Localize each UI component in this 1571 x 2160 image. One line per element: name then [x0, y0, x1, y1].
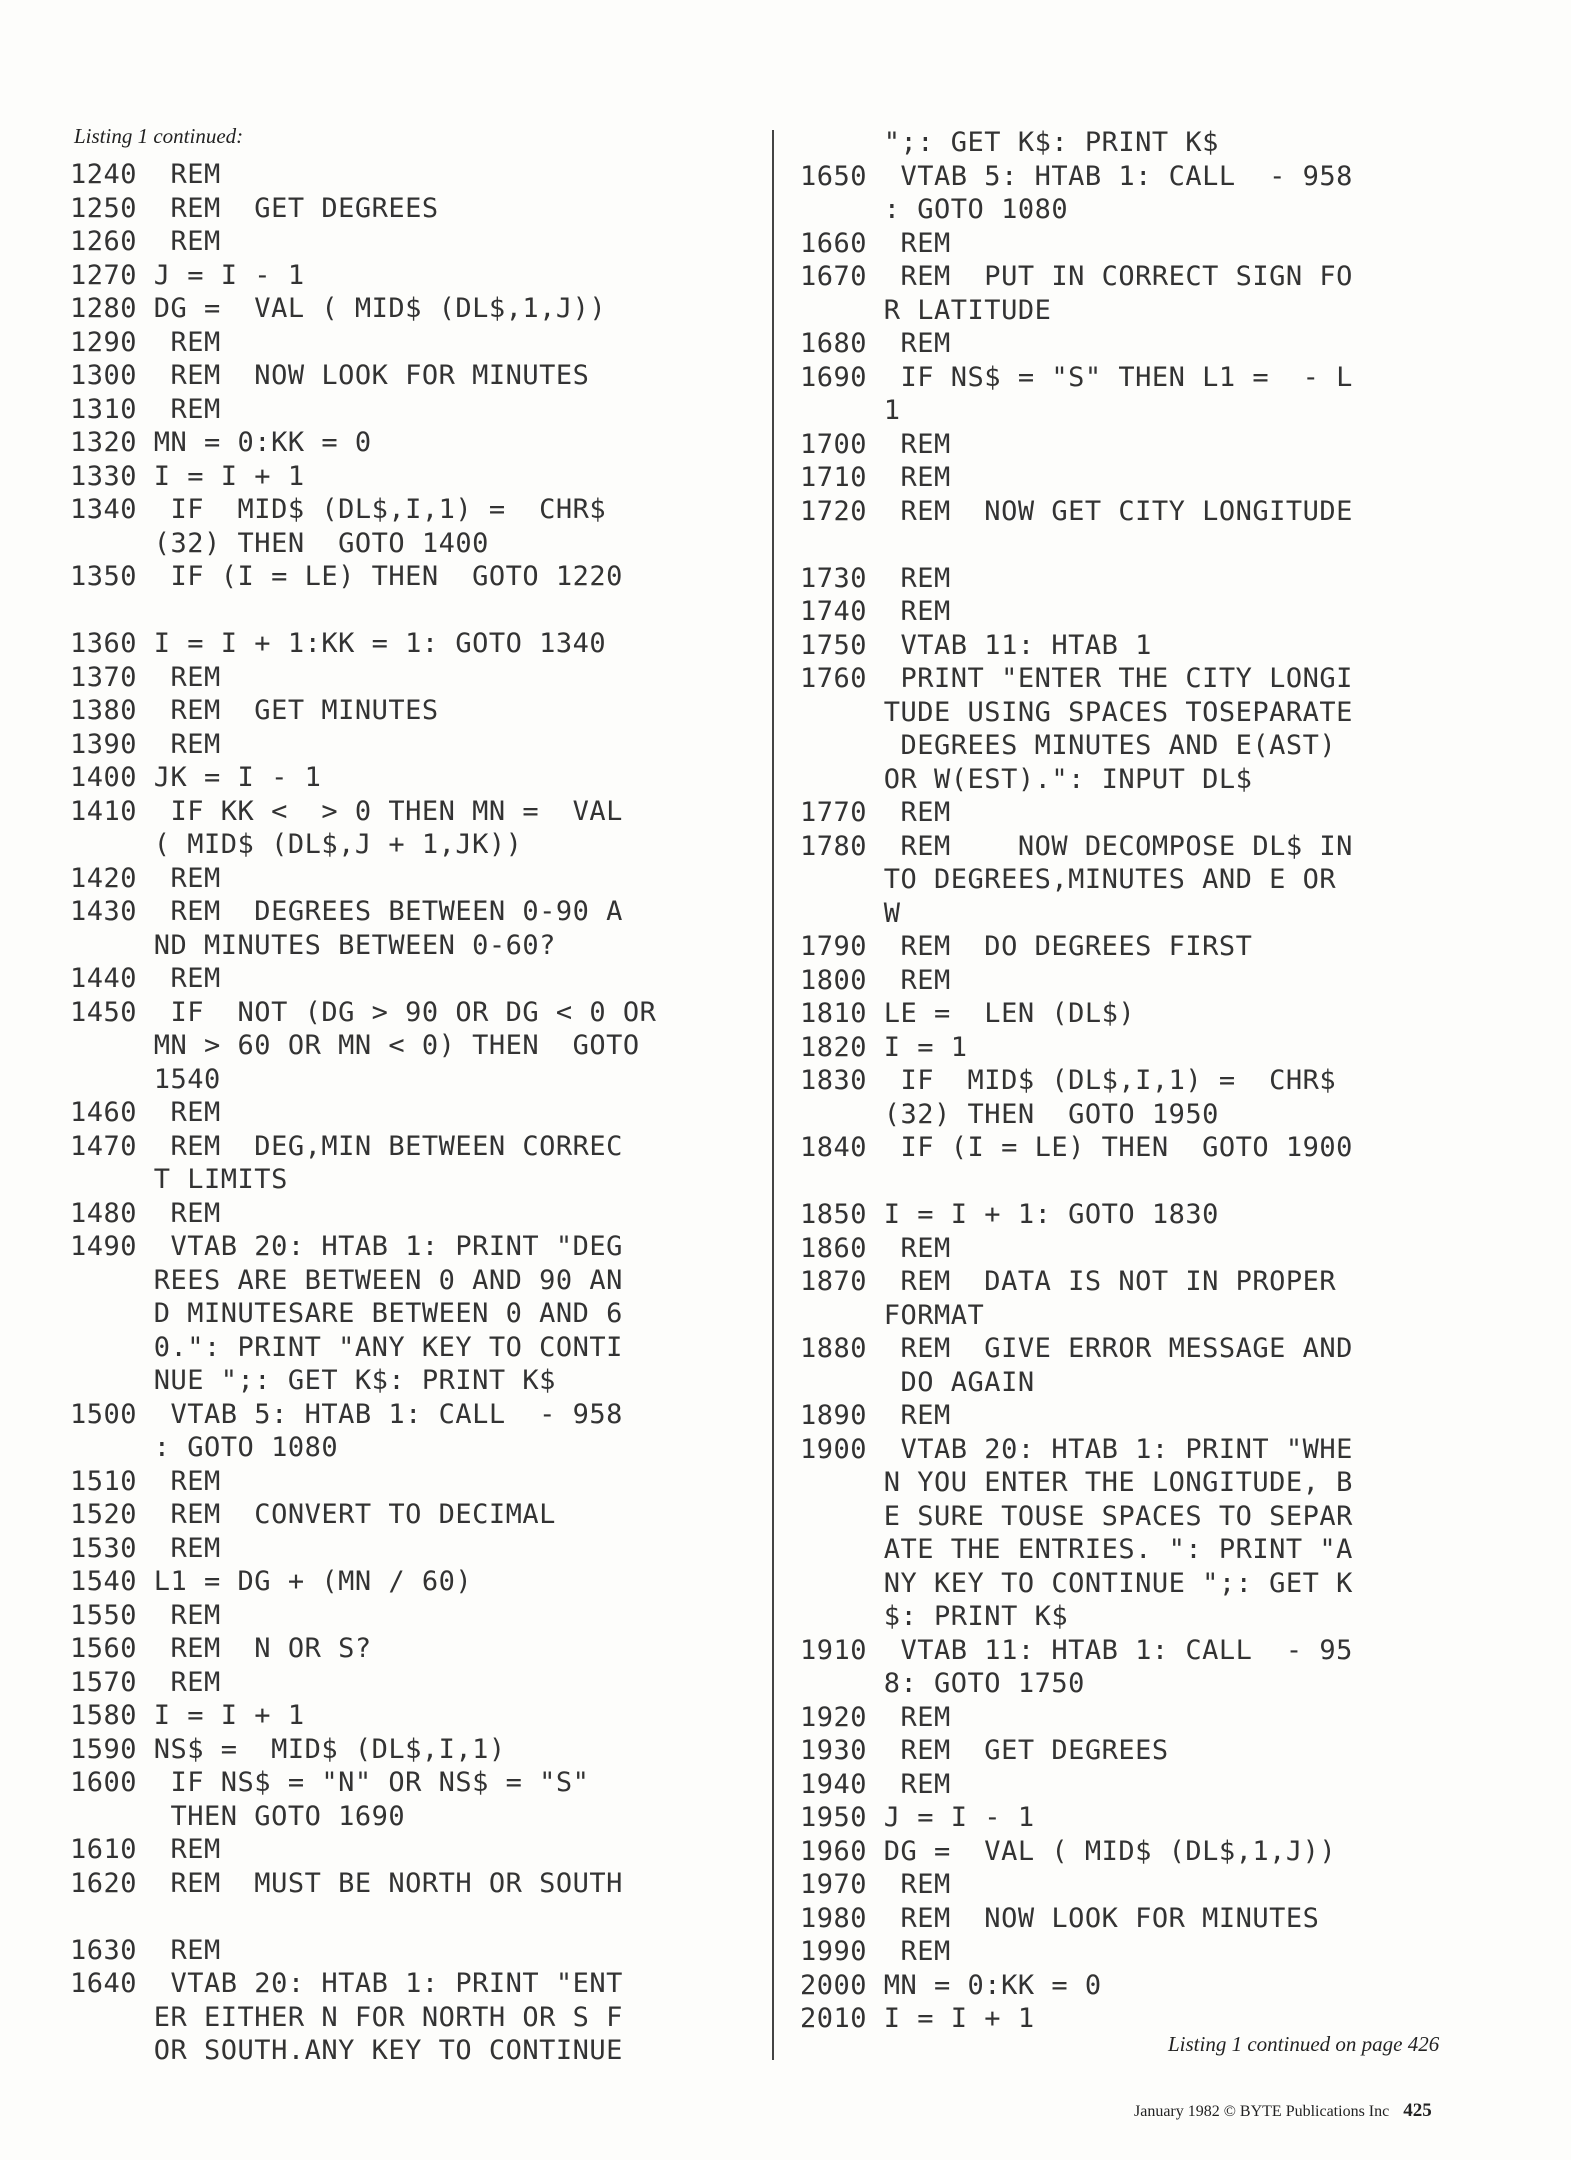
- code-line: NUE ";: GET K$: PRINT K$: [70, 1365, 556, 1396]
- code-line: 1580 I = I + 1: [70, 1700, 305, 1731]
- code-line: THEN GOTO 1690: [70, 1800, 406, 1832]
- code-line: 1870 REM DATA IS NOT IN PROPER: [800, 1266, 1337, 1297]
- code-line: 1760 PRINT "ENTER THE CITY LONGI: [800, 663, 1353, 694]
- code-line: (32) THEN GOTO 1400: [70, 527, 489, 559]
- code-line: 1960 DG = VAL ( MID$ (DL$,1,J)): [800, 1835, 1337, 1867]
- code-line: 1860 REM: [800, 1232, 951, 1264]
- code-line: OR W(EST).": INPUT DL$: [800, 763, 1253, 795]
- code-line: 1940 REM: [800, 1768, 951, 1800]
- code-line: 1280 DG = VAL ( MID$ (DL$,1,J)): [70, 293, 607, 324]
- code-line: 1850 I = I + 1: GOTO 1830: [800, 1199, 1219, 1230]
- code-line: REES ARE BETWEEN 0 AND 90 AN: [70, 1264, 623, 1296]
- code-line: ND MINUTES BETWEEN 0-60?: [70, 929, 556, 961]
- code-line: 1710 REM: [800, 462, 951, 493]
- code-line: ";: GET K$: PRINT K$: [800, 127, 1219, 158]
- code-line: DEGREES MINUTES AND E(AST): [800, 730, 1337, 761]
- code-line: 1650 VTAB 5: HTAB 1: CALL - 958: [800, 160, 1353, 192]
- code-line: 1450 IF NOT (DG > 90 OR DG < 0 OR: [70, 996, 657, 1028]
- code-line: 1570 REM: [70, 1666, 221, 1698]
- code-line: 1240 REM: [70, 159, 221, 190]
- code-line: 1640 VTAB 20: HTAB 1: PRINT "ENT: [70, 1968, 623, 1999]
- code-line: ( MID$ (DL$,J + 1,JK)): [70, 829, 523, 860]
- code-line: 1780 REM NOW DECOMPOSE DL$ IN: [800, 830, 1353, 862]
- code-line: 1630 REM: [70, 1934, 221, 1966]
- code-line: 2000 MN = 0:KK = 0: [800, 1969, 1102, 2001]
- code-line: 1500 VTAB 5: HTAB 1: CALL - 958: [70, 1398, 623, 1430]
- code-line: 1350 IF (I = LE) THEN GOTO 1220: [70, 561, 623, 592]
- code-line: 1730 REM: [800, 562, 951, 594]
- code-line: 1540 L1 = DG + (MN / 60): [70, 1566, 473, 1597]
- listing-right-column: [800, 126, 1470, 2036]
- code-line: 1490 VTAB 20: HTAB 1: PRINT "DEG: [70, 1231, 623, 1262]
- code-line: 1520 REM CONVERT TO DECIMAL: [70, 1499, 556, 1530]
- code-line: 1270 J = I - 1: [70, 259, 305, 291]
- code-line: 1680 REM: [800, 328, 951, 359]
- code-line: 1: [800, 395, 901, 426]
- code-line: 1470 REM DEG,MIN BETWEEN CORREC: [70, 1130, 623, 1162]
- code-line: (32) THEN GOTO 1950: [800, 1098, 1219, 1130]
- code-line: 1460 REM: [70, 1097, 221, 1128]
- continued-note: Listing 1 continued on page 426: [1168, 2032, 1440, 2056]
- code-line: 1330 I = I + 1: [70, 460, 305, 492]
- code-line: 1890 REM: [800, 1400, 951, 1431]
- code-line: W: [800, 897, 901, 929]
- code-line: 1590 NS$ = MID$ (DL$,I,1): [70, 1733, 506, 1765]
- code-line: 1370 REM: [70, 661, 221, 693]
- listing-header: Listing 1 continued:: [74, 124, 244, 148]
- code-line: 1810 LE = LEN (DL$): [800, 998, 1136, 1029]
- code-line: T LIMITS: [70, 1164, 288, 1195]
- code-line: MN > 60 OR MN < 0) THEN GOTO: [70, 1030, 640, 1061]
- page-footer: [1134, 2100, 1432, 2122]
- code-line: $: PRINT K$: [800, 1601, 1069, 1632]
- code-line: 1820 I = 1: [800, 1031, 968, 1063]
- code-line: 1390 REM: [70, 728, 221, 760]
- code-line: 1320 MN = 0:KK = 0: [70, 427, 372, 458]
- code-line: 1660 REM: [800, 227, 951, 259]
- code-line: OR SOUTH.ANY KEY TO CONTINUE: [70, 2035, 623, 2066]
- code-line: [70, 1900, 760, 1934]
- code-line: NY KEY TO CONTINUE ";: GET K: [800, 1567, 1353, 1599]
- code-line: 1690 IF NS$ = "S" THEN L1 = - L: [800, 361, 1353, 393]
- page-number: 425: [1403, 2100, 1432, 2121]
- code-line: 1420 REM: [70, 862, 221, 894]
- code-line: 1600 IF NS$ = "N" OR NS$ = "S": [70, 1767, 590, 1798]
- code-line: : GOTO 1080: [70, 1432, 339, 1463]
- code-line: 1310 REM: [70, 393, 221, 425]
- code-line: 1790 REM DO DEGREES FIRST: [800, 931, 1253, 962]
- code-line: 2010 I = I + 1: [800, 2003, 1035, 2034]
- listing-left-column: [70, 158, 760, 2068]
- code-line: FORMAT: [800, 1299, 985, 1331]
- code-line: 1540: [70, 1063, 221, 1095]
- code-line: 1770 REM: [800, 797, 951, 828]
- code-line: 1400 JK = I - 1: [70, 762, 322, 793]
- code-line: 1260 REM: [70, 226, 221, 257]
- code-line: ER EITHER N FOR NORTH OR S F: [70, 2001, 623, 2033]
- code-line: 1480 REM: [70, 1197, 221, 1229]
- code-line: 1360 I = I + 1:KK = 1: GOTO 1340: [70, 628, 607, 659]
- code-line: 8: GOTO 1750: [800, 1668, 1085, 1699]
- code-line: ATE THE ENTRIES. ": PRINT "A: [800, 1534, 1353, 1565]
- code-line: 1610 REM: [70, 1834, 221, 1865]
- code-line: 1430 REM DEGREES BETWEEN 0-90 A: [70, 896, 623, 927]
- code-line: 1800 REM: [800, 964, 951, 996]
- code-line: 1970 REM: [800, 1869, 951, 1900]
- code-line: 1880 REM GIVE ERROR MESSAGE AND: [800, 1333, 1353, 1364]
- code-line: 1740 REM: [800, 596, 951, 627]
- code-line: 1720 REM NOW GET CITY LONGITUDE: [800, 495, 1353, 527]
- publication-credit: January 1982 © BYTE Publications Inc: [1134, 2103, 1390, 2120]
- code-line: 1560 REM N OR S?: [70, 1633, 372, 1664]
- code-line: 1930 REM GET DEGREES: [800, 1735, 1169, 1766]
- code-line: 1550 REM: [70, 1599, 221, 1631]
- code-line: : GOTO 1080: [800, 194, 1069, 225]
- code-line: TO DEGREES,MINUTES AND E OR: [800, 864, 1337, 895]
- code-line: 1620 REM MUST BE NORTH OR SOUTH: [70, 1867, 623, 1899]
- code-line: 1440 REM: [70, 963, 221, 994]
- code-line: E SURE TOUSE SPACES TO SEPAR: [800, 1500, 1353, 1532]
- code-line: 1530 REM: [70, 1532, 221, 1564]
- code-line: 1750 VTAB 11: HTAB 1: [800, 629, 1152, 661]
- code-line: 1990 REM: [800, 1936, 951, 1967]
- code-line: 1910 VTAB 11: HTAB 1: CALL - 95: [800, 1634, 1353, 1666]
- code-line: 1670 REM PUT IN CORRECT SIGN FO: [800, 261, 1353, 292]
- code-line: [800, 1165, 1470, 1199]
- code-line: N YOU ENTER THE LONGITUDE, B: [800, 1467, 1353, 1498]
- code-line: DO AGAIN: [800, 1366, 1035, 1398]
- code-line: 1950 J = I - 1: [800, 1802, 1035, 1833]
- code-line: 1250 REM GET DEGREES: [70, 192, 439, 224]
- code-line: 1410 IF KK < > 0 THEN MN = VAL: [70, 795, 623, 827]
- code-line: 1700 REM: [800, 428, 951, 460]
- code-line: 1900 VTAB 20: HTAB 1: PRINT "WHE: [800, 1433, 1353, 1465]
- column-divider: [772, 130, 774, 2060]
- code-line: 1300 REM NOW LOOK FOR MINUTES: [70, 360, 590, 391]
- code-line: [800, 528, 1470, 562]
- code-line: 1980 REM NOW LOOK FOR MINUTES: [800, 1902, 1320, 1934]
- code-line: 1920 REM: [800, 1701, 951, 1733]
- code-line: 1840 IF (I = LE) THEN GOTO 1900: [800, 1132, 1353, 1163]
- code-line: 0.": PRINT "ANY KEY TO CONTI: [70, 1331, 623, 1363]
- code-line: 1380 REM GET MINUTES: [70, 695, 439, 726]
- code-line: 1290 REM: [70, 326, 221, 358]
- code-line: 1340 IF MID$ (DL$,I,1) = CHR$: [70, 494, 607, 525]
- code-line: R LATITUDE: [800, 294, 1052, 326]
- code-line: 1830 IF MID$ (DL$,I,1) = CHR$: [800, 1065, 1337, 1096]
- code-line: [70, 594, 760, 628]
- code-line: D MINUTESARE BETWEEN 0 AND 6: [70, 1298, 623, 1329]
- code-line: 1510 REM: [70, 1465, 221, 1497]
- code-line: TUDE USING SPACES TOSEPARATE: [800, 696, 1353, 728]
